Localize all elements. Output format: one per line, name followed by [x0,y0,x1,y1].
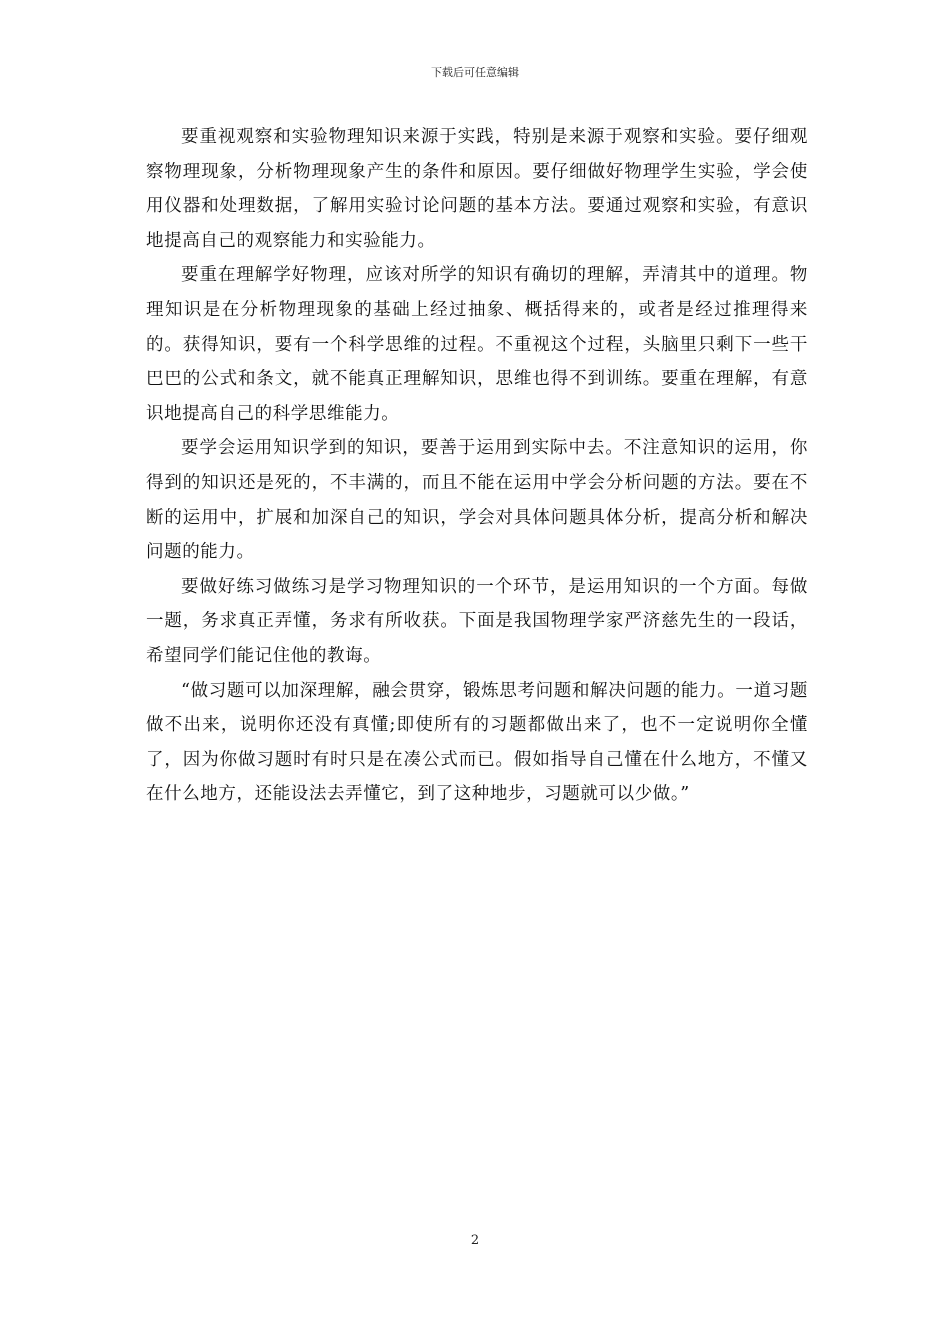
page-number: 2 [470,1233,480,1248]
document-body [146,120,808,812]
paragraph-applying-knowledge: 要学会运用知识学到的知识，要善于运用到实际中去。不注意知识的运用，你得到的知识还是死的，不丰满的，而且不能在运用中学会分析问题的方法。要在不断的运用中，扩展和加深自己的知识，学会对具体问题具体分析，提高分析和解决问题的能力。 [146,438,808,563]
paragraph-understanding: 要重在理解学好物理，应该对所学的知识有确切的理解，弄清其中的道理。物理知识是在分析物理现象的基础上经过抽象、概括得来的，或者是经过推理得来的。获得知识，要有一个科学思维的过程。不重视这个过程，头脑里只剩下一些干巴巴的公式和条文，就不能真正理解知识，思维也得不到训练。要重在理解，有意识地提高自己的科学思维能力。 [146,265,808,424]
paragraph-quote: “做习题可以加深理解，融会贯穿，锻炼思考问题和解决问题的能力。一道习题做不出来，说明你还没有真懂;即使所有的习题都做出来了，也不一定说明你全懂了，因为你做习题时有时只是在凑公式而已。假如指导自己懂在什么地方，不懂又在什么地方，还能设法去弄懂它，到了这种地步，习题就可以少做。” [146,680,808,805]
page-header-note: 下载后可任意编辑 [431,66,519,79]
paragraph-doing-exercises: 要做好练习做练习是学习物理知识的一个环节，是运用知识的一个方面。每做一题，务求真正弄懂，务求有所收获。下面是我国物理学家严济慈先生的一段话，希望同学们能记住他的教诲。 [146,576,808,666]
paragraph-observation-experiment: 要重视观察和实验物理知识来源于实践，特别是来源于观察和实验。要仔细观察物理现象，分析物理现象产生的条件和原因。要仔细做好物理学生实验，学会使用仪器和处理数据，了解用实验讨论问题的基本方法。要通过观察和实验，有意识地提高自己的观察能力和实验能力。 [146,127,808,251]
